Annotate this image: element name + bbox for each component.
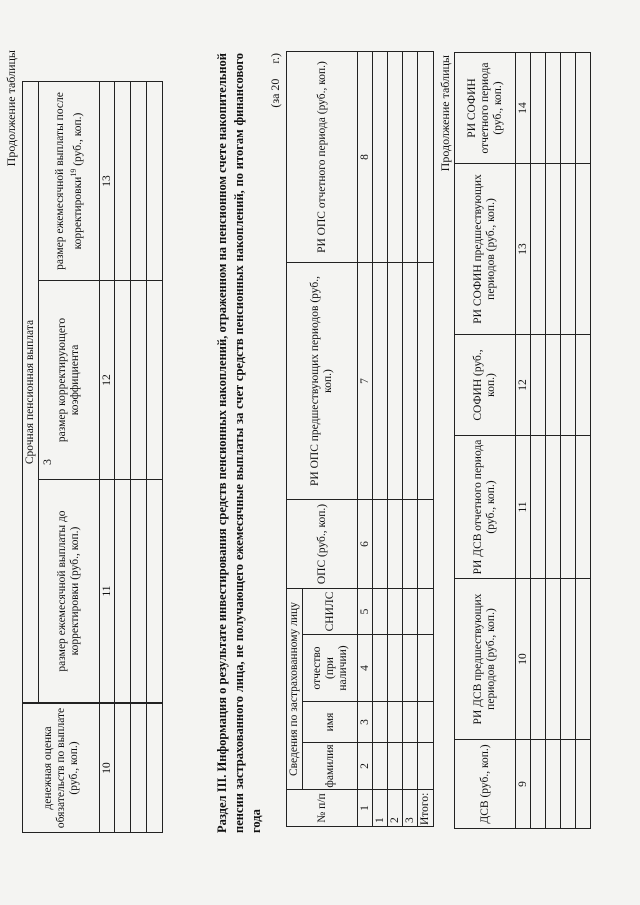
col-header-b10 (454, 578, 516, 740)
col-header-2-text: фамилия (323, 744, 336, 788)
top-cell (114, 703, 131, 833)
col-header-4-text: отчество (при наличии) (310, 645, 349, 691)
bottom-num: 13 (515, 163, 531, 335)
col-header-7-text: РИ ОПС предшествующих периодов (руб., коп.) (309, 276, 334, 486)
col-header-b12-text: СОФИН (руб., коп.) (472, 349, 497, 421)
bottom-num: 9 (515, 739, 531, 829)
divider (530, 163, 591, 164)
col-header-4 (302, 634, 358, 702)
bottom-row (545, 52, 561, 829)
divider (530, 578, 591, 579)
mid-num: 2 (357, 742, 373, 790)
continuation-label-bottom: Продолжение таблицы (438, 55, 452, 172)
col-header-3 (302, 701, 358, 743)
top-cell (114, 479, 131, 703)
mid-num: 8 (357, 51, 373, 263)
top-cell (130, 280, 147, 480)
divider (530, 739, 591, 740)
col-header-10-text: денежная оценка обязательств по выплате (руб., коп.) (41, 707, 80, 829)
bottom-row (560, 52, 576, 829)
col-header-b9-text: ДСВ (руб., коп.) (478, 744, 491, 824)
continuation-label-top: Продолжение таблицы (4, 50, 18, 167)
row-cells (402, 51, 418, 790)
col-header-12-text: размер корректирующего коэффициента (56, 317, 81, 443)
col-13-label: размер ежемесячной выплаты после корректировки (53, 92, 84, 270)
row-number: 1 (372, 789, 388, 827)
col-header-b13-text: РИ СОФИН предшествующих периодов (руб., коп.) (472, 174, 497, 324)
top-cell (146, 280, 163, 480)
col-header-7 (286, 262, 358, 500)
num-10: 10 (99, 703, 115, 833)
mid-num: 6 (357, 499, 373, 589)
col-header-b14 (454, 52, 516, 164)
col-header-13-text (54, 85, 85, 277)
divider (372, 634, 434, 635)
col-header-5-text: СНИЛС (323, 591, 336, 632)
col-header-b14-text: РИ СОФИН отчетного периода (руб., коп.) (465, 62, 504, 154)
top-cell (130, 479, 147, 703)
col-header-10 (22, 703, 100, 833)
mid-num: 4 (357, 634, 373, 702)
col-header-b9 (454, 739, 516, 829)
divider (372, 262, 434, 263)
top-cell (114, 280, 131, 480)
col-header-1 (286, 789, 358, 827)
row-cells (387, 51, 403, 790)
mid-num: 1 (357, 789, 373, 827)
col-header-11 (38, 479, 100, 703)
col-header-1-text: № п/п (315, 793, 328, 823)
row-number: 3 (402, 789, 418, 827)
top-cell (130, 81, 147, 281)
group-header-pension-text: Срочная пенсионная выплата (24, 319, 36, 465)
top-cell (146, 479, 163, 703)
col-header-5 (302, 588, 358, 635)
mid-num: 7 (357, 262, 373, 500)
bottom-row (530, 52, 546, 829)
col-header-12 (38, 280, 100, 480)
row-number: 2 (387, 789, 403, 827)
page-number: 3 (40, 459, 54, 465)
col-header-b12 (454, 334, 516, 436)
top-cell (114, 81, 131, 281)
bottom-num: 10 (515, 578, 531, 740)
total-row-cells (417, 51, 434, 790)
col-header-3-text: имя (323, 712, 336, 732)
col-13-unit: (руб., коп.) (71, 112, 84, 169)
col-header-11-text: размер ежемесячной выплаты до корректировки (руб., коп.) (56, 510, 81, 672)
period-label: (за 20 г.) (268, 53, 282, 108)
col-header-13 (38, 81, 100, 281)
mid-num: 5 (357, 588, 373, 635)
num-13: 13 (99, 81, 115, 281)
col-header-8 (286, 51, 358, 263)
divider (372, 499, 434, 500)
bottom-num: 12 (515, 334, 531, 436)
divider (530, 334, 591, 335)
divider (530, 435, 591, 436)
col-header-b11 (454, 435, 516, 579)
bottom-num: 11 (515, 435, 531, 579)
divider (372, 701, 434, 702)
bottom-row (575, 52, 591, 829)
col-header-b10-text: РИ ДСВ предшествующих периодов (руб., коп.) (472, 593, 497, 725)
bottom-num: 14 (515, 52, 531, 164)
total-label: Итого: (417, 789, 434, 827)
footnote-19: 19 (68, 168, 78, 177)
col-header-b13 (454, 163, 516, 335)
col-header-8-text: РИ ОПС отчетного периода (руб., коп.) (315, 61, 328, 253)
divider (372, 742, 434, 743)
top-cell (130, 703, 147, 833)
divider (372, 588, 434, 589)
col-header-b11-text: РИ ДСВ отчетного периода (руб., коп.) (472, 439, 497, 575)
num-11: 11 (99, 479, 115, 703)
num-12: 12 (99, 280, 115, 480)
top-cell (146, 81, 163, 281)
mid-num: 3 (357, 701, 373, 743)
group-header-insured (286, 588, 303, 790)
top-cell (146, 703, 163, 833)
section-3-title: Раздел III. Информация о результате инвестирования средств пенсионных накоплений, отраженном на пенсионном счете накопительной пенсии застрахованного лица, не получающего ежемесячные выплаты за счет средств пенсионных накоплений, по итогам финансового года (215, 53, 263, 833)
col-header-2 (302, 742, 358, 790)
row-cells (372, 51, 388, 790)
group-header-pension (22, 81, 39, 703)
col-header-6 (286, 499, 358, 589)
col-header-6-text: ОПС (руб., коп.) (315, 503, 328, 585)
group-header-insured-text: Сведения по застрахованному лицу (288, 602, 300, 776)
